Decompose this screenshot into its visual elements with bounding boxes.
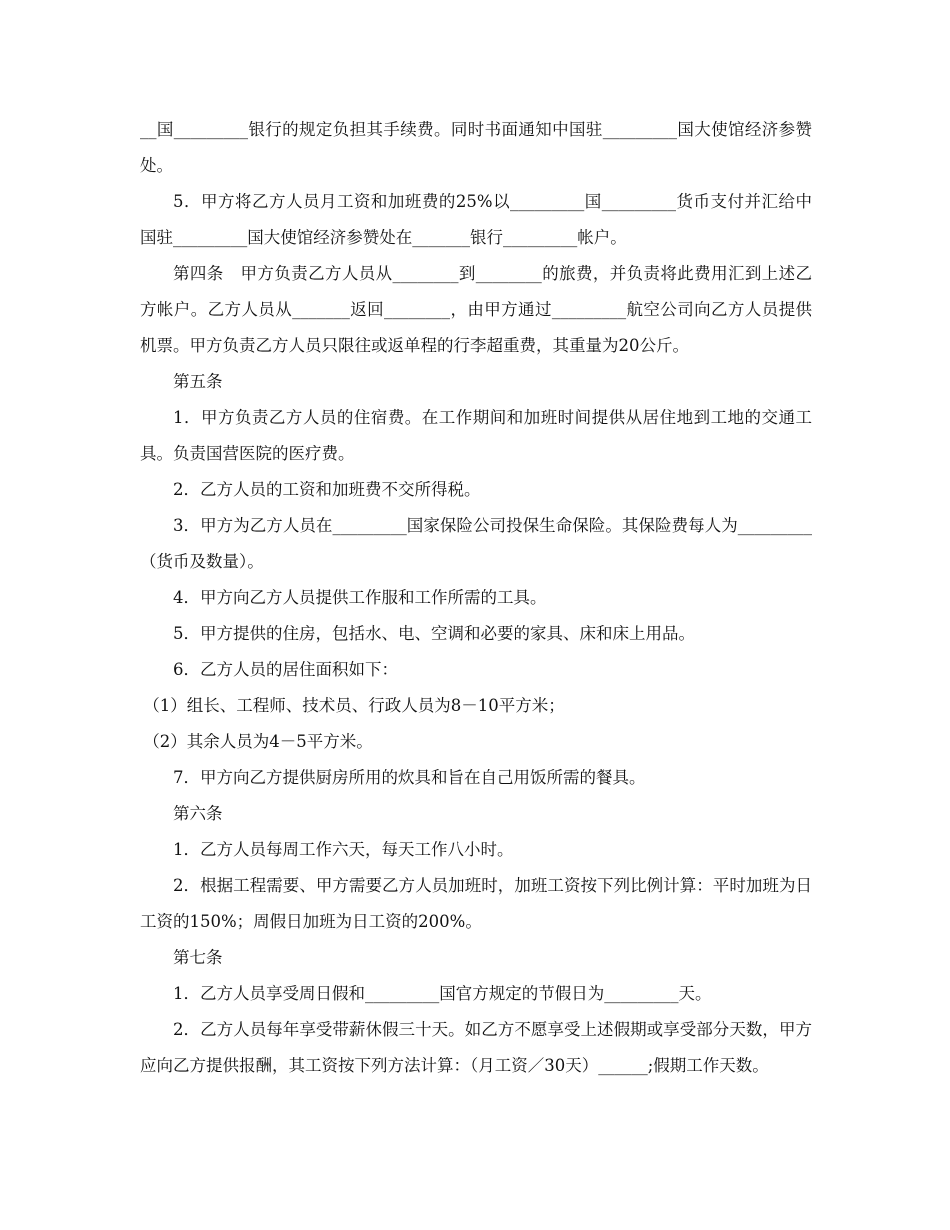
article-5-item-2: 2．乙方人员的工资和加班费不交所得税。 [173,480,481,499]
article-5-heading: 第五条 [173,372,223,391]
article-5-item-1: 1．甲方负责乙方人员的住宿费。在工作期间和加班时间提供从居住地到工地的交通工具。负责国营医院的医疗费。 [140,408,812,463]
article-7-item-2: 2．乙方人员每年享受带薪休假三十天。如乙方不愿享受上述假期或享受部分天数，甲方应向乙方提供报酬，其工资按下列方法计算：（月工资／30天）______;假期工作天数。 [140,1020,812,1075]
article-7-item-1: 1．乙方人员享受周日假和_________国官方规定的节假日为_________天。 [173,984,712,1003]
article-5-item-5: 5．甲方提供的住房，包括水、电、空调和必要的家具、床和床上用品。 [173,624,695,643]
article-6-item-1: 1．乙方人员每周工作六天，每天工作八小时。 [173,840,514,859]
article-5-item-4: 4．甲方向乙方人员提供工作服和工作所需的工具。 [173,588,547,607]
article-5-item-6-sub-1: （1）组长、工程师、技术员、行政人员为8－10平方米； [143,696,565,715]
article-6-item-2: 2．根据工程需要、甲方需要乙方人员加班时，加班工资按下列比例计算：平时加班为日工资的150%；周假日加班为日工资的200%。 [140,876,812,931]
article-5-item-6: 6．乙方人员的居住面积如下： [173,660,398,679]
article-5-item-6-sub-2: （2）其余人员为4－5平方米。 [143,732,373,751]
paragraph-1: __国_________银行的规定负担其手续费。同时书面通知中国驻_________国大使馆经济参赞处。 [140,120,812,175]
article-4: 第四条 甲方负责乙方人员从________到________的旅费，并负责将此费用汇到上述乙方帐户。乙方人员从_______返回________，由甲方通过_________航空公司向乙方人员提供机票。甲方负责乙方人员只限往或返单程的行李超重费，其重量为20公斤。 [140,264,812,355]
document-page [140,112,812,1084]
article-7-heading: 第七条 [173,948,223,967]
article-5-item-7: 7．甲方向乙方提供厨房所用的炊具和旨在自己用饭所需的餐具。 [173,768,646,787]
paragraph-2: 5．甲方将乙方人员月工资和加班费的25%以_________国_________货币支付并汇给中国驻_________国大使馆经济参赞处在_______银行_________帐户。 [140,192,812,247]
article-6-heading: 第六条 [173,804,223,823]
article-5-item-3: 3．甲方为乙方人员在_________国家保险公司投保生命保险。其保险费每人为_________（货币及数量）。 [140,516,812,571]
